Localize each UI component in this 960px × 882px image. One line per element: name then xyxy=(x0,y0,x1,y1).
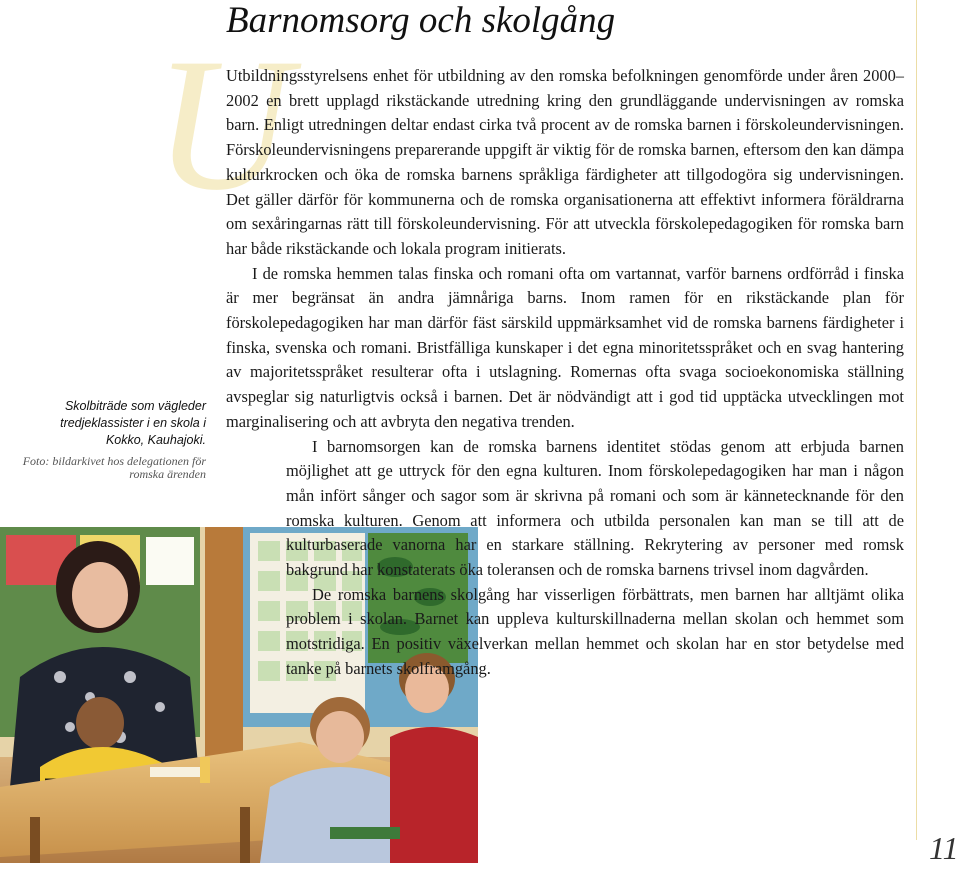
page-number: 11 xyxy=(929,830,959,866)
page-title: Barnomsorg och skolgång xyxy=(226,0,616,41)
paragraph-3 xyxy=(226,435,904,583)
margin-rule xyxy=(916,0,917,840)
paragraph-1: Utbildningsstyrelsens enhet för utbildning av den romska befolkningen genomförde under åren 2000–2002 en brett upplagd rikstäckande utredning kring den grundläggande undervisningen av romska barn. Enligt utredningen deltar endast cirka två procent av de romska barnen i förskoleundervisningen. Förskoleundervisningens preparerande uppgift är viktig för de romska barnen, eftersom den kan dämpa kulturkrocken och öka de romska barnens språkliga färdigheter att tillgodogöra sig undervisningen. Det gäller därför för kommunerna och de romska organisationerna att effektivt informera föräldrarna om sexåringarnas rätt till förskoleundervisning. För att utveckla förskolepedagogiken för romska barn har både rikstäckande och lokala program initierats. xyxy=(226,66,904,258)
paragraph-4: De romska barnens skolgång har visserligen förbättrats, men barnen har alltjämt olika problem i skolan. Barnet kan uppleva kulturskillnaderna mellan skolan och hemmet som motstridiga. En positiv växelverkan mellan hemmet och skolan har en stor betydelse med tanke på barnets skolframgång. xyxy=(286,584,904,678)
paragraph-2: I de romska hemmen talas finska och romani ofta om vartannat, varför barnens ordförråd i finska är mer begränsat än andra jämnåriga barns. Inom ramen för en rikstäckande plan för förskolepedagogiken har man därför fäst särskild uppmärksamhet vid de romska barnens färdigheter i finska, svenska och romani. Bristfälliga kunskaper i det egna minoritetsspråket och en svag hantering av majoritetsspråket resulterar ofta i utslagning. Romernas ofta svaga socioekonomiska ställning avspeglar sig naturligtvis också i barnen. Det är nödvändigt att i god tid upptäcka utvecklingen mot marginalisering och att avbryta den negativa trenden. xyxy=(226,263,904,431)
paragraph-3-text: I barnomsorgen kan de romska barnens identitet stödas genom att erbjuda barnen möjlighet att ge uttryck för den egna kulturen. Inom förskolepedagogiken har man i någon mån infört sånger och sagor som är skrivna på romani och som är kännetecknande för den romska kulturen. Genom att informera och utbilda personalen kan man se till att de kulturbaserade vanorna har en starkare ställning. Rekrytering av personer med romsk bakgrund har konstaterats öka toleransen och de romska barnens trivsel inom dagvården. xyxy=(286,436,904,580)
photo-credit: Foto: bildarkivet hos delegationen för romska ärenden xyxy=(22,454,206,481)
article-text xyxy=(226,64,904,696)
decorative-dropcap: U xyxy=(154,20,292,230)
photo-wrap-spacer xyxy=(0,460,286,696)
caption-text: Skolbiträde som vägleder tredjeklassister i en skola i Kokko, Kauhajoki. xyxy=(60,399,206,447)
